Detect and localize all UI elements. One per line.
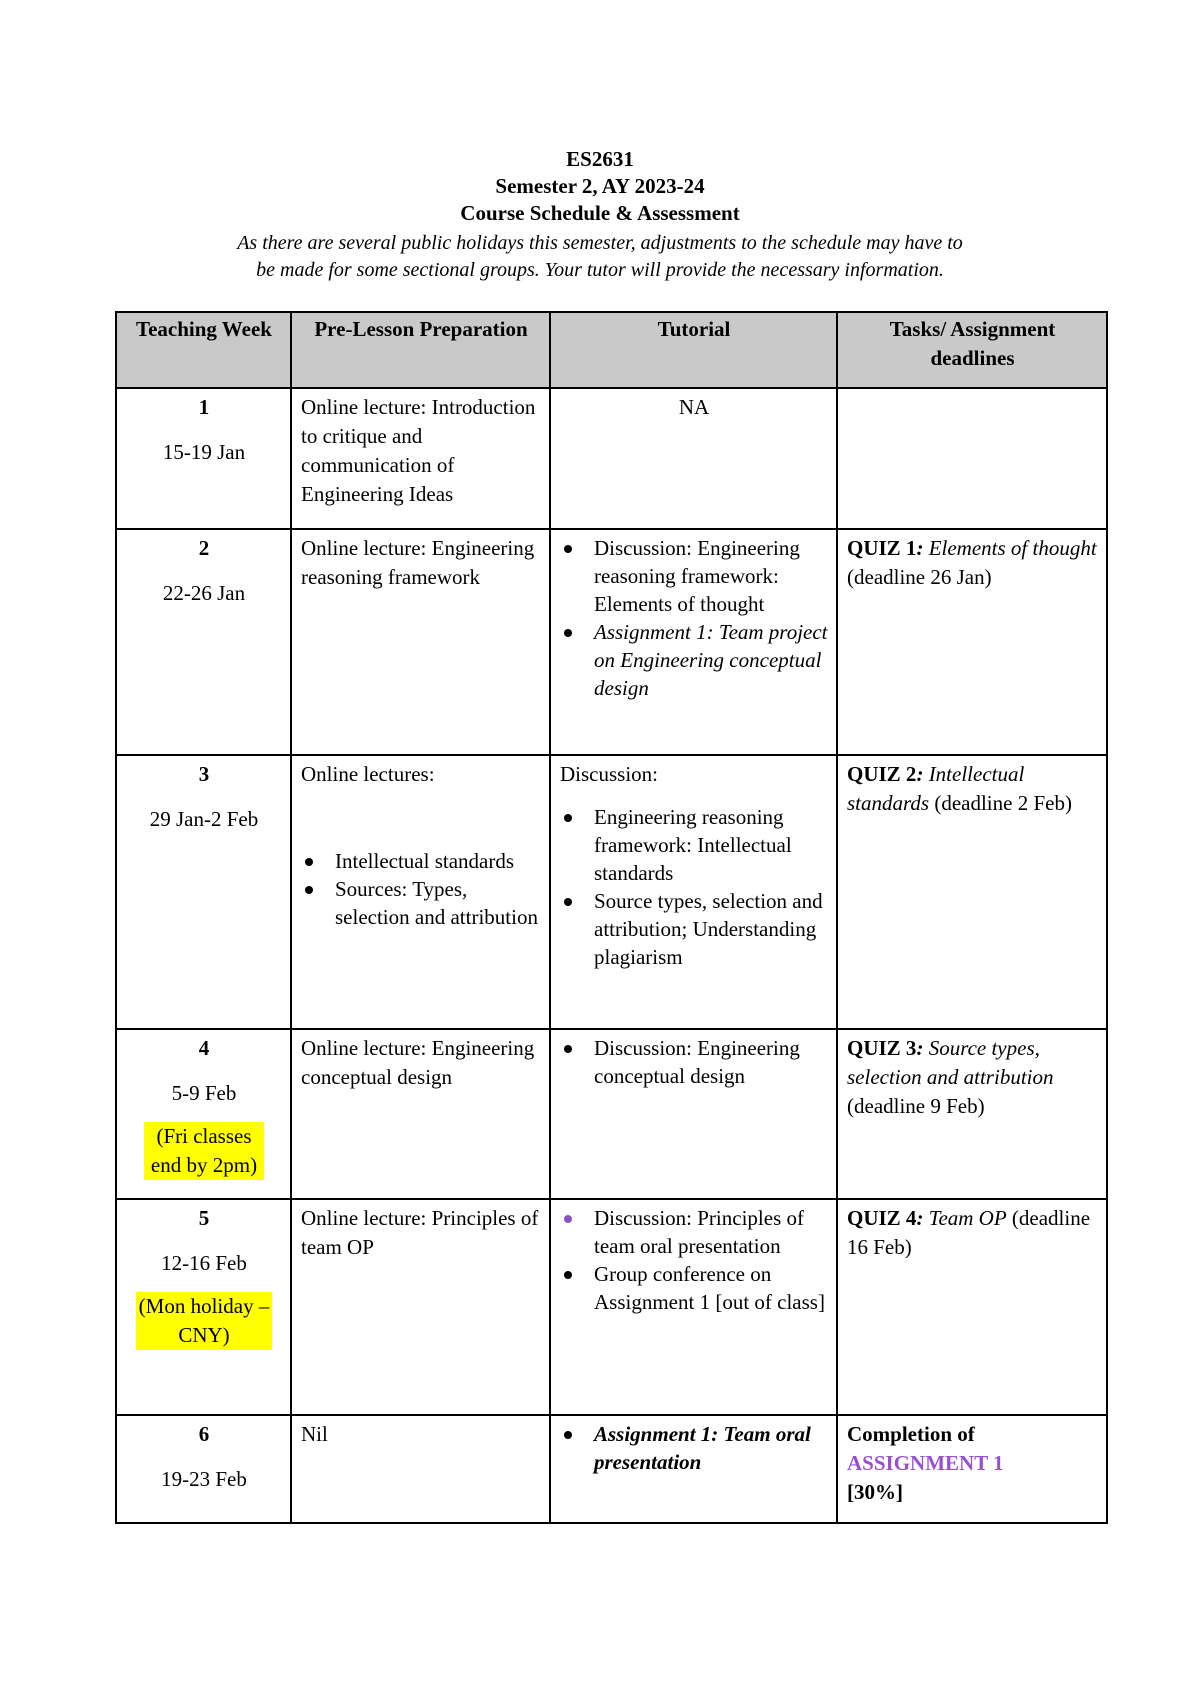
bullet-icon bbox=[564, 814, 572, 822]
task-weight: [30%] bbox=[847, 1480, 903, 1504]
assignment-highlight: ASSIGNMENT 1 bbox=[847, 1451, 1004, 1475]
tutorial-cell bbox=[550, 1415, 837, 1523]
bullet-icon bbox=[564, 898, 572, 906]
table-row bbox=[116, 1415, 1107, 1523]
semester-line: Semester 2, AY 2023-24 bbox=[495, 174, 705, 198]
list-item: Assignment 1: Team project on Engineering conceptual design bbox=[594, 618, 828, 702]
week-cell bbox=[116, 755, 291, 1029]
schedule-note bbox=[0, 230, 1200, 284]
quiz-label: QUIZ 3 bbox=[847, 1036, 917, 1060]
tasks-cell: QUIZ 1: Elements of thought (deadline 26 Jan) bbox=[837, 529, 1107, 755]
week-number: 6 bbox=[198, 1422, 210, 1446]
list-item: Discussion: Principles of team oral presentation bbox=[594, 1204, 828, 1260]
prep-title: Online lectures: bbox=[301, 762, 435, 786]
quiz-deadline: (deadline 9 Feb) bbox=[847, 1094, 985, 1118]
quiz-label: QUIZ 4 bbox=[847, 1206, 917, 1230]
tasks-cell: QUIZ 3: Source types, selection and attribution (deadline 9 Feb) bbox=[837, 1029, 1107, 1199]
week-cell bbox=[116, 1029, 291, 1199]
quiz-topic: Source types, selection and attribution bbox=[847, 1036, 1054, 1089]
prep-cell: Online lecture: Engineering conceptual design bbox=[291, 1029, 550, 1199]
tutorial-cell bbox=[550, 755, 837, 1029]
week-number: 5 bbox=[198, 1206, 210, 1230]
quiz-label: QUIZ 2 bbox=[847, 762, 917, 786]
quiz-topic: Team OP bbox=[923, 1206, 1007, 1230]
tutorial-cell bbox=[550, 1199, 837, 1415]
table-header-row bbox=[116, 312, 1107, 388]
quiz-deadline: (deadline 16 Feb) bbox=[847, 1206, 1091, 1259]
bullet-icon bbox=[564, 545, 572, 553]
week-dates: 15-19 Jan bbox=[162, 440, 246, 464]
col-header-week: Teaching Week bbox=[116, 312, 291, 388]
week-dates: 5-9 Feb bbox=[171, 1081, 237, 1105]
table-row bbox=[116, 529, 1107, 755]
schedule-note-line-2: be made for some sectional groups. Your tutor will provide the necessary information. bbox=[256, 259, 944, 281]
schedule-table bbox=[115, 311, 1108, 1524]
list-item: Source types, selection and attribution; Understanding plagiarism bbox=[594, 887, 828, 971]
week-dates: 29 Jan-2 Feb bbox=[149, 807, 259, 831]
bullet-icon bbox=[564, 1271, 572, 1279]
list-item: Sources: Types, selection and attribution bbox=[335, 875, 541, 931]
document-title: Course Schedule & Assessment bbox=[460, 201, 740, 225]
tasks-cell: QUIZ 2: Intellectual standards (deadline 2 Feb) bbox=[837, 755, 1107, 1029]
list-item: Discussion: Engineering reasoning framework: Elements of thought bbox=[594, 534, 828, 618]
tutorial-cell bbox=[550, 1029, 837, 1199]
prep-cell: Online lecture: Principles of team OP bbox=[291, 1199, 550, 1415]
quiz-topic: Intellectual standards bbox=[847, 762, 1025, 815]
col-header-tasks: Tasks/ Assignment deadlines bbox=[837, 312, 1107, 388]
quiz-deadline: (deadline 2 Feb) bbox=[929, 791, 1072, 815]
week-dates: 12-16 Feb bbox=[161, 1251, 247, 1275]
bullet-icon bbox=[564, 1045, 572, 1053]
bullet-icon bbox=[305, 886, 313, 894]
bullet-icon bbox=[564, 1215, 572, 1223]
week-number: 2 bbox=[198, 536, 210, 560]
week-number: 4 bbox=[198, 1036, 210, 1060]
week-note-highlight: (Mon holiday – CNY) bbox=[136, 1292, 272, 1350]
schedule-note-line-1: As there are several public holidays this semester, adjustments to the schedule may have to bbox=[237, 232, 963, 254]
task-prefix: Completion of bbox=[847, 1422, 975, 1446]
quiz-label: QUIZ 1 bbox=[847, 536, 917, 560]
week-cell bbox=[116, 1415, 291, 1523]
week-cell bbox=[116, 388, 291, 529]
list-item: Engineering reasoning framework: Intellectual standards bbox=[594, 803, 828, 887]
prep-cell: Online lecture: Engineering reasoning framework bbox=[291, 529, 550, 755]
week-cell bbox=[116, 1199, 291, 1415]
list-item: Discussion: Engineering conceptual design bbox=[594, 1034, 828, 1090]
document-header bbox=[0, 146, 1200, 284]
tasks-cell bbox=[837, 1415, 1107, 1523]
table-row bbox=[116, 388, 1107, 529]
tutorial-title: Discussion: bbox=[560, 762, 659, 786]
col-header-tutorial: Tutorial bbox=[550, 312, 837, 388]
tasks-cell bbox=[837, 388, 1107, 529]
quiz-topic: Elements of thought bbox=[923, 536, 1097, 560]
tasks-cell: QUIZ 4: Team OP (deadline 16 Feb) bbox=[837, 1199, 1107, 1415]
bullet-icon bbox=[564, 1431, 572, 1439]
table-row bbox=[116, 1199, 1107, 1415]
week-number: 3 bbox=[198, 762, 210, 786]
week-cell bbox=[116, 529, 291, 755]
col-header-prep: Pre-Lesson Preparation bbox=[291, 312, 550, 388]
week-dates: 19-23 Feb bbox=[161, 1467, 247, 1491]
prep-cell: Nil bbox=[291, 1415, 550, 1523]
quiz-deadline: (deadline 26 Jan) bbox=[847, 565, 992, 589]
bullet-icon bbox=[305, 858, 313, 866]
list-item: Intellectual standards bbox=[335, 847, 541, 875]
table-row bbox=[116, 1029, 1107, 1199]
prep-cell: Online lecture: Introduction to critique and communication of Engineering Ideas bbox=[291, 388, 550, 529]
week-dates: 22-26 Jan bbox=[162, 581, 246, 605]
week-number: 1 bbox=[198, 395, 210, 419]
list-item: Group conference on Assignment 1 [out of class] bbox=[594, 1260, 828, 1316]
tutorial-cell: NA bbox=[550, 388, 837, 529]
prep-cell bbox=[291, 755, 550, 1029]
table-row bbox=[116, 755, 1107, 1029]
tutorial-cell bbox=[550, 529, 837, 755]
week-note-highlight: (Fri classes end by 2pm) bbox=[144, 1122, 264, 1180]
bullet-icon bbox=[564, 629, 572, 637]
course-code: ES2631 bbox=[566, 147, 634, 171]
list-item: Assignment 1: Team oral presentation bbox=[594, 1420, 828, 1476]
